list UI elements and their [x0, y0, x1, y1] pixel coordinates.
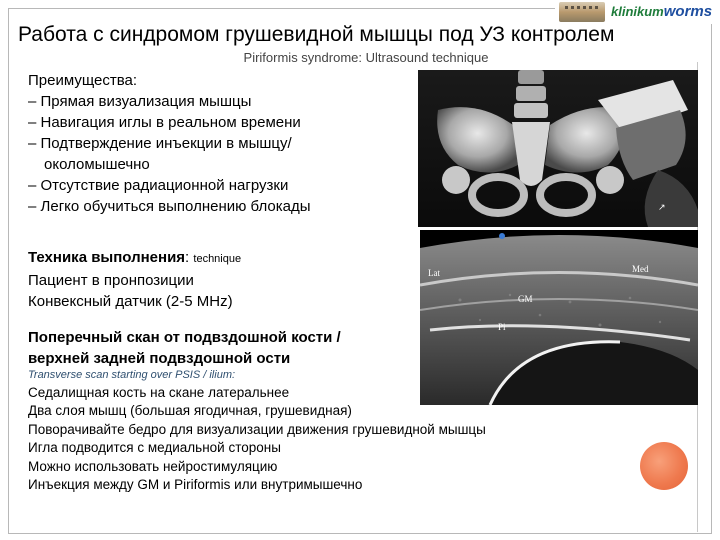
technique-note: technique	[193, 253, 242, 265]
pelvis-xray-svg	[418, 70, 698, 227]
us-label-med: Med	[632, 264, 649, 274]
scan-item: Инъекция между GM и Piriformis или внутримышечно	[28, 477, 363, 493]
scan-heading: Поперечный скан от подвздошной кости /	[28, 329, 341, 346]
technique-line: Конвексный датчик (2-5 MHz)	[28, 293, 233, 310]
us-label-gm: GM	[518, 294, 533, 304]
hospital-building-image	[559, 2, 605, 22]
scan-item: Можно использовать нейростимуляцию	[28, 458, 278, 474]
advantages-heading: Преимущества:	[28, 72, 138, 89]
scan-section	[28, 327, 341, 382]
decorative-circle	[640, 442, 688, 490]
advantages-section	[28, 70, 310, 217]
hospital-logo	[555, 0, 720, 24]
advantage-item: – Навигация иглы в реальном времени	[28, 114, 301, 131]
technique-colon: :	[185, 249, 194, 266]
technique-line: Пациент в пронпозиции	[28, 272, 194, 289]
technique-heading: Техника выполнения	[28, 249, 186, 266]
ultrasound-svg	[420, 230, 698, 405]
technique-section	[28, 247, 241, 312]
us-label-pi: Pi	[498, 322, 506, 332]
advantage-item: – Прямая визуализация мышцы	[28, 93, 252, 110]
pelvis-xray-image	[418, 70, 698, 227]
scan-heading-cont: верхней задней подвздошной ости	[28, 350, 291, 367]
slide-title: Работа с синдромом грушевидной мышцы под УЗ контролем	[18, 23, 615, 46]
scan-item: Поворачивайте бедро для визуализации движения грушевидной мышцы	[28, 421, 486, 437]
advantage-item-continued: околомышечно	[44, 156, 150, 173]
advantage-item: – Подтверждение инъекции в мышцу/	[28, 135, 292, 152]
scan-item: Игла подводится с медиальной стороны	[28, 440, 281, 456]
ultrasound-image	[420, 230, 698, 405]
scan-item: Седалищная кость на скане латеральнее	[28, 385, 290, 400]
advantage-item: – Отсутствие радиационной нагрузки	[28, 177, 289, 194]
logo-text: klinikumworms	[611, 3, 713, 20]
us-label-lat: Lat	[428, 268, 440, 278]
scan-list	[28, 384, 486, 494]
scan-item: Два слоя мышц (большая ягодичная, грушевидная)	[28, 403, 352, 419]
technique-heading-line	[28, 247, 241, 270]
scan-note: Transverse scan starting over PSIS / ilium:	[28, 369, 236, 381]
advantage-item: – Легко обучиться выполнению блокады	[28, 198, 311, 215]
slide-subtitle: Piriformis syndrome: Ultrasound technique	[243, 50, 489, 65]
svg-text:↗: ↗	[658, 202, 666, 212]
